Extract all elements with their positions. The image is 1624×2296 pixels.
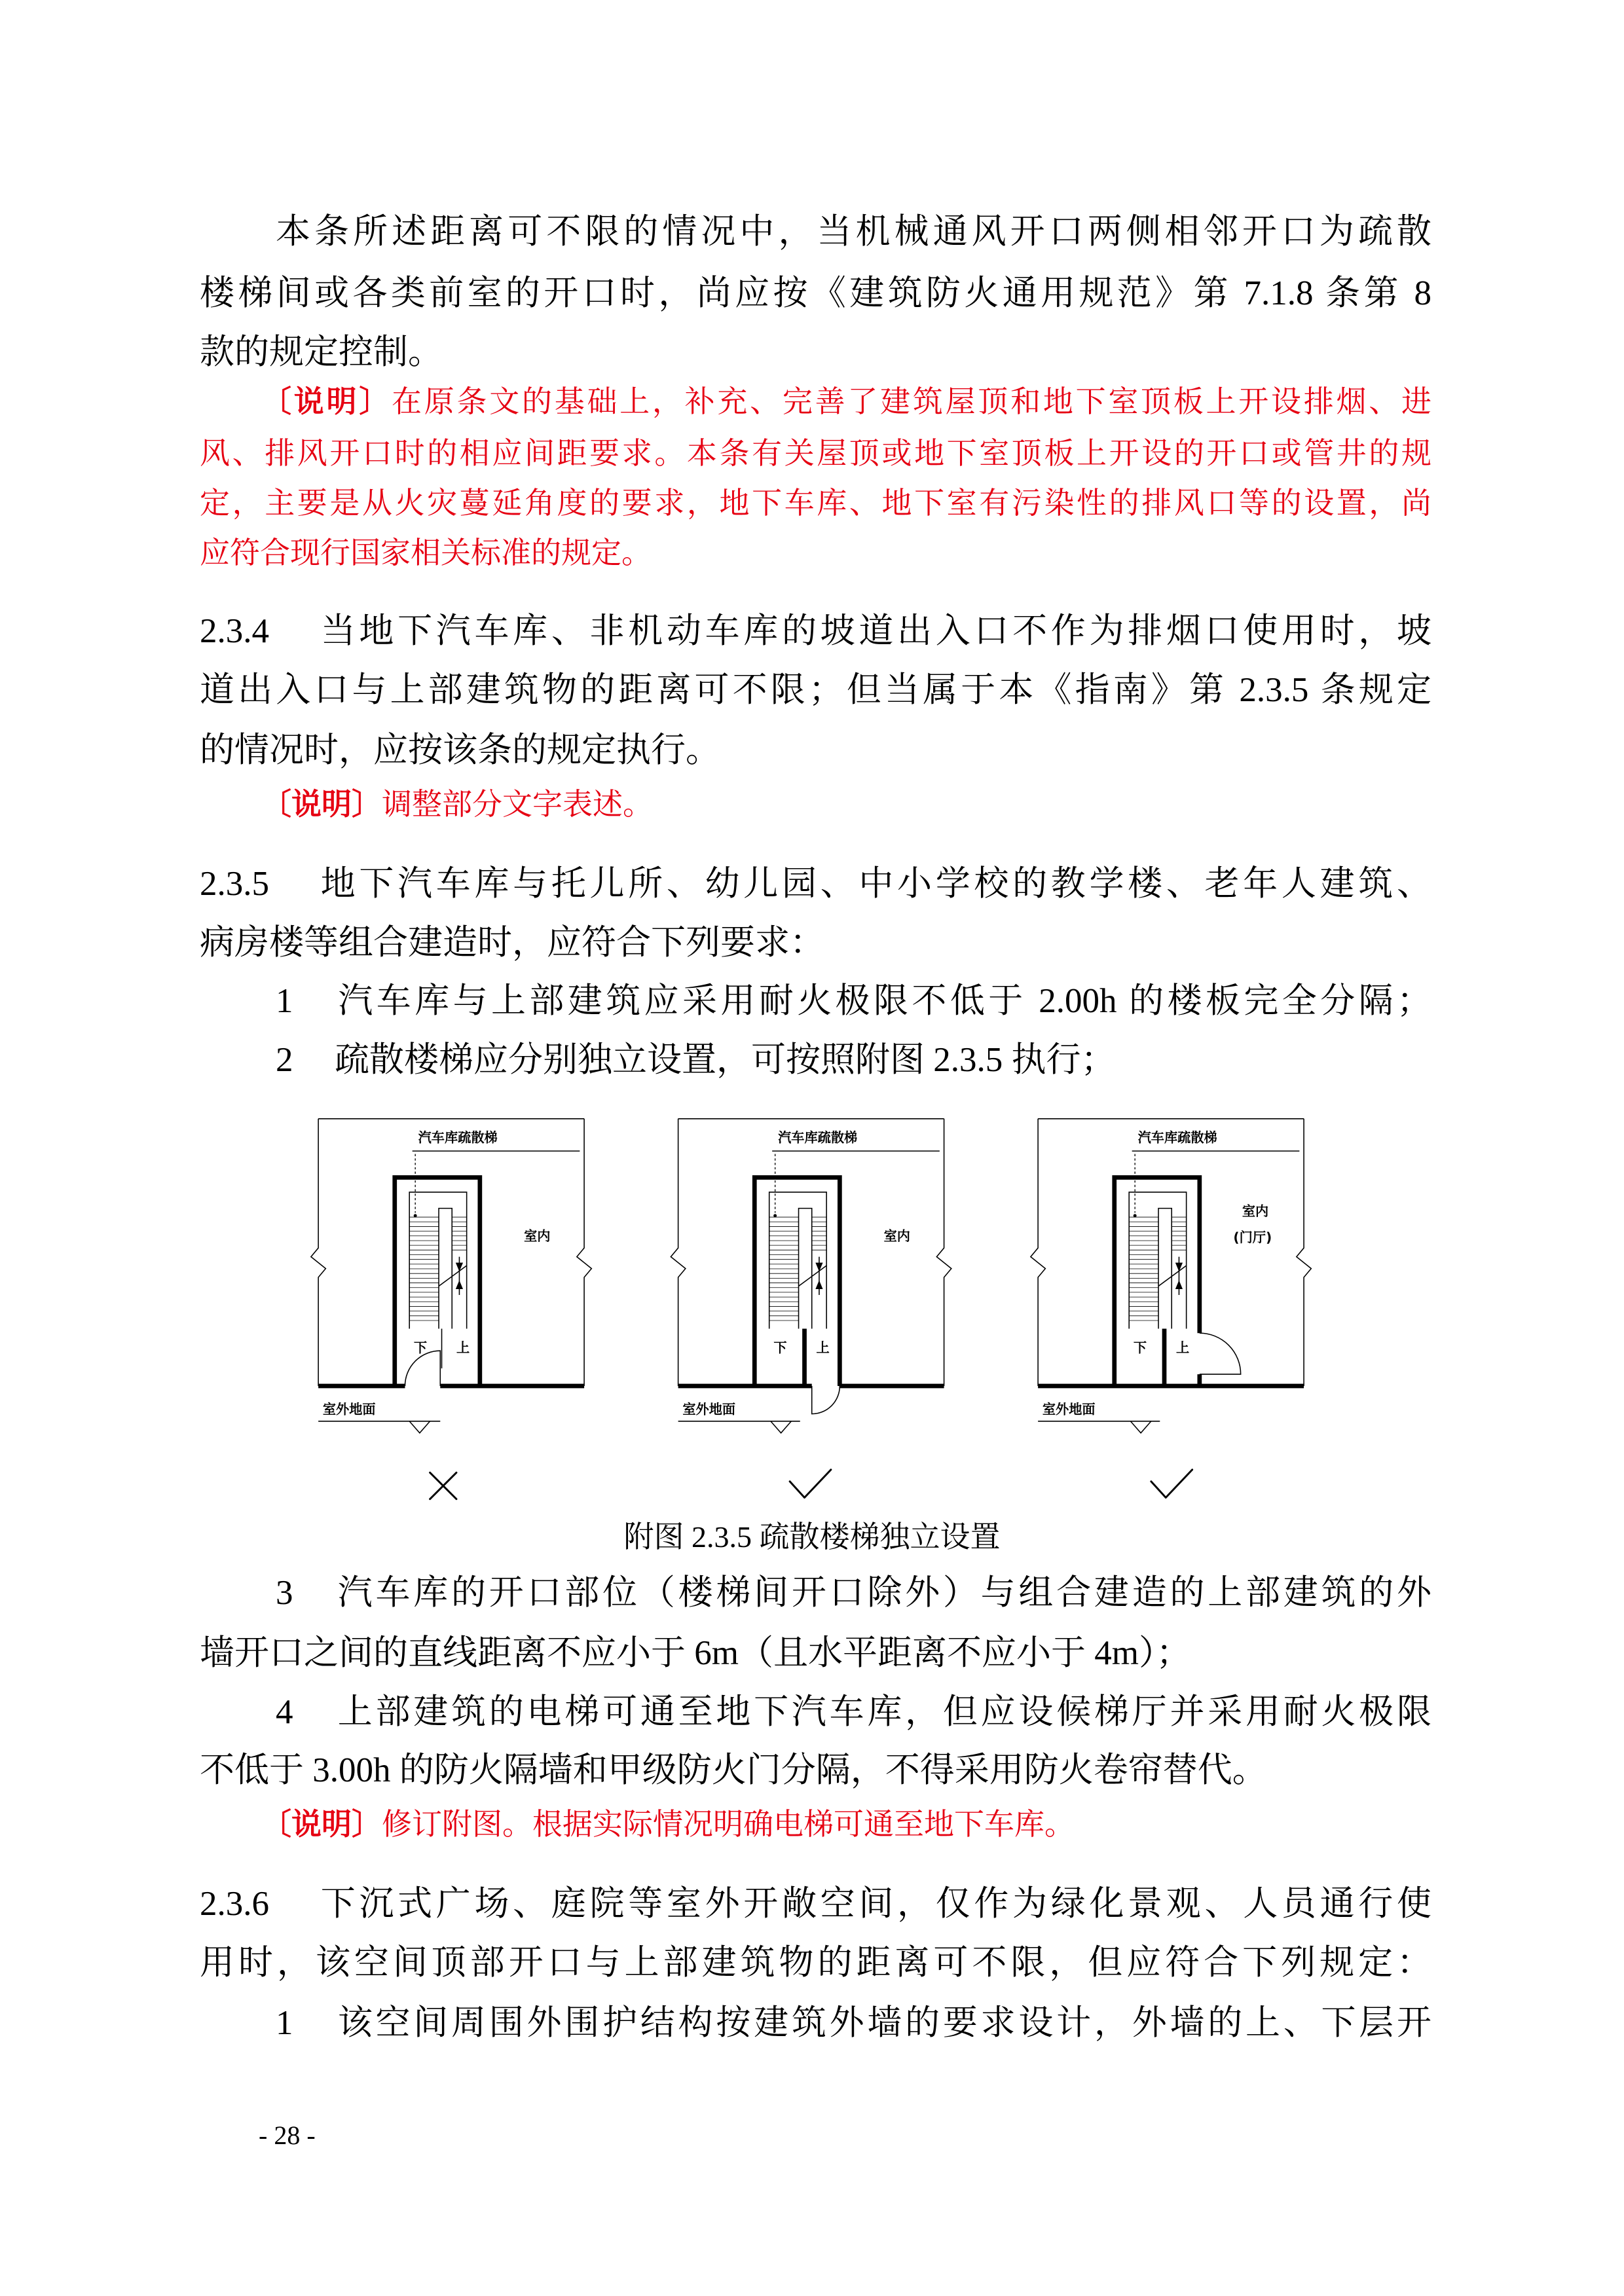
down-label: 下	[413, 1339, 428, 1356]
item-text: 疏散楼梯应分别独立设置，可按照附图 2.3.5 执行；	[335, 1041, 1116, 1079]
note-line	[200, 479, 1431, 528]
note-line	[261, 1800, 1431, 1850]
item-number: 3	[276, 1574, 293, 1612]
indoor-sublabel: (门厅)	[1233, 1230, 1272, 1246]
diagram-1	[311, 1119, 591, 1433]
item-number: 2	[276, 1041, 293, 1079]
stair-break-line	[439, 1266, 467, 1286]
diagram-3	[1031, 1119, 1311, 1433]
paragraph-line	[200, 264, 1431, 323]
line-text: 款的规定控制。	[200, 333, 443, 371]
check-icon	[790, 1470, 831, 1498]
leader-dot	[414, 1214, 417, 1217]
section-heading-line	[200, 1874, 1431, 1933]
note-text: 定，主要是从火灾蔓延角度的要求，地下车库、地下室有污染性的排风口等的设置，尚	[200, 486, 1431, 520]
building-outline	[671, 1119, 951, 1386]
up-arrow-icon	[456, 1281, 463, 1289]
indoor-label: 室内	[524, 1228, 551, 1244]
up-label: 上	[816, 1339, 830, 1356]
paragraph-line	[200, 721, 1431, 780]
page-number: - 28 -	[259, 2121, 316, 2150]
stair-steps	[769, 1217, 826, 1321]
figure-caption: 附图 2.3.5 疏散楼梯独立设置	[623, 1520, 1001, 1554]
check-icon	[1151, 1470, 1192, 1498]
item-number: 1	[276, 982, 293, 1020]
paragraph-line	[200, 661, 1431, 720]
stair-steps	[409, 1217, 466, 1321]
down-label: 下	[1133, 1339, 1147, 1356]
line-text: 本条所述距离可不限的情况中，当机械通风开口两侧相邻开口为疏散	[276, 213, 1431, 251]
list-item-continuation	[200, 1741, 1431, 1800]
note-label: 〔说明〕	[261, 1808, 382, 1841]
cross-icon	[430, 1472, 456, 1499]
note-text: 调整部分文字表述。	[382, 788, 653, 821]
line-text: 用时，该空间顶部开口与上部建筑物的距离可不限，但应符合下列规定：	[200, 1944, 1431, 1982]
down-arrow-icon	[1175, 1263, 1183, 1271]
list-item	[276, 972, 1431, 1030]
up-arrow-icon	[815, 1281, 822, 1289]
indoor-label: 室内	[1242, 1203, 1269, 1219]
door-swing	[405, 1351, 440, 1386]
stair-steps	[1129, 1217, 1186, 1321]
note-line	[261, 780, 1431, 829]
section-heading-line	[200, 854, 1431, 913]
verdict-marks	[430, 1470, 1192, 1499]
ground-level-icon	[1130, 1421, 1151, 1433]
stair-inner-line	[1129, 1192, 1186, 1329]
list-item	[276, 1683, 1431, 1741]
list-item	[276, 1030, 1431, 1089]
stair-label: 汽车库疏散梯	[778, 1129, 858, 1146]
stair-layout-figure	[293, 1108, 1321, 1512]
list-item	[276, 1994, 1431, 2052]
building-outline	[1031, 1119, 1311, 1386]
stair-label: 汽车库疏散梯	[1137, 1129, 1217, 1146]
up-label: 上	[1175, 1339, 1190, 1356]
item-text: 该空间周围外围护结构按建筑外墙的要求设计，外墙的上、下层开	[335, 2004, 1431, 2042]
indoor-label: 室内	[883, 1228, 910, 1244]
ground-label: 室外地面	[1042, 1401, 1096, 1417]
ground-level-icon	[771, 1421, 791, 1433]
line-text: 下沉式广场、庭院等室外开敞空间，仅作为绿化景观、人员通行使	[317, 1885, 1431, 1923]
note-text: 应符合现行国家相关标准的规定。	[200, 536, 652, 570]
ground-level-icon	[409, 1421, 430, 1433]
line-text: 的情况时，应按该条的规定执行。	[200, 731, 720, 769]
note-line	[261, 377, 1431, 427]
note-label: 〔说明〕	[261, 788, 382, 821]
door-swing	[1200, 1333, 1241, 1374]
line-text: 病房楼等组合建造时，应符合下列要求：	[200, 924, 824, 962]
stair-break-line	[799, 1266, 827, 1286]
building-outline	[311, 1119, 591, 1386]
section-number: 2.3.4	[200, 612, 269, 650]
stair-label: 汽车库疏散梯	[418, 1129, 498, 1146]
down-label: 下	[773, 1339, 787, 1356]
down-arrow-icon	[456, 1263, 463, 1271]
note-line	[200, 528, 1431, 578]
line-text: 地下汽车库与托儿所、幼儿园、中小学校的教学楼、老年人建筑、	[317, 865, 1431, 903]
line-text: 楼梯间或各类前室的开口时，尚应按《建筑防火通用规范》第 7.1.8 条第 8	[200, 274, 1431, 312]
section-number: 2.3.5	[200, 865, 269, 903]
up-arrow-icon	[1175, 1281, 1183, 1289]
leader-dot	[1134, 1214, 1137, 1217]
item-number: 1	[276, 2004, 293, 2042]
item-text: 上部建筑的电梯可通至地下汽车库，但应设候梯厅并采用耐火极限	[335, 1693, 1431, 1731]
stair-inner-line	[769, 1192, 826, 1329]
paragraph-line	[200, 913, 1431, 972]
paragraph-line	[200, 1933, 1431, 1992]
item-text: 墙开口之间的直线距离不应小于 6m（且水平距离不应小于 4m）；	[200, 1634, 1191, 1672]
door-swing	[812, 1386, 840, 1414]
ground-label: 室外地面	[682, 1401, 736, 1417]
note-text: 风、排风开口时的相应间距要求。本条有关屋顶或地下室顶板上开设的开口或管井的规	[200, 437, 1431, 470]
section-number: 2.3.6	[200, 1885, 269, 1923]
ground-label: 室外地面	[322, 1401, 376, 1417]
diagram-2	[671, 1119, 951, 1433]
item-text: 不低于 3.00h 的防火隔墙和甲级防火门分隔，不得采用防火卷帘替代。	[200, 1751, 1267, 1789]
stair-break-line	[1158, 1266, 1187, 1286]
section-heading-line	[200, 602, 1431, 661]
line-text: 道出入口与上部建筑物的距离可不限；但当属于本《指南》第 2.3.5 条规定	[200, 671, 1431, 709]
note-text: 修订附图。根据实际情况明确电梯可通至地下车库。	[382, 1808, 1075, 1841]
down-arrow-icon	[815, 1263, 822, 1271]
paragraph-line	[276, 202, 1431, 261]
note-line	[200, 429, 1431, 479]
line-text: 当地下汽车库、非机动车库的坡道出入口不作为排烟口使用时，坡	[317, 612, 1431, 650]
item-number: 4	[276, 1693, 293, 1731]
up-label: 上	[456, 1339, 470, 1356]
note-text: 在原条文的基础上，补充、完善了建筑屋顶和地下室顶板上开设排烟、进	[391, 385, 1431, 418]
item-text: 汽车库的开口部位（楼梯间开口除外）与组合建造的上部建筑的外	[335, 1574, 1431, 1612]
list-item-continuation	[200, 1624, 1431, 1683]
paragraph-line	[200, 323, 1431, 382]
leader-dot	[773, 1214, 777, 1217]
list-item	[276, 1563, 1431, 1622]
note-label: 〔说明〕	[261, 385, 392, 418]
item-text: 汽车库与上部建筑应采用耐火极限不低于 2.00h 的楼板完全分隔；	[335, 982, 1431, 1020]
